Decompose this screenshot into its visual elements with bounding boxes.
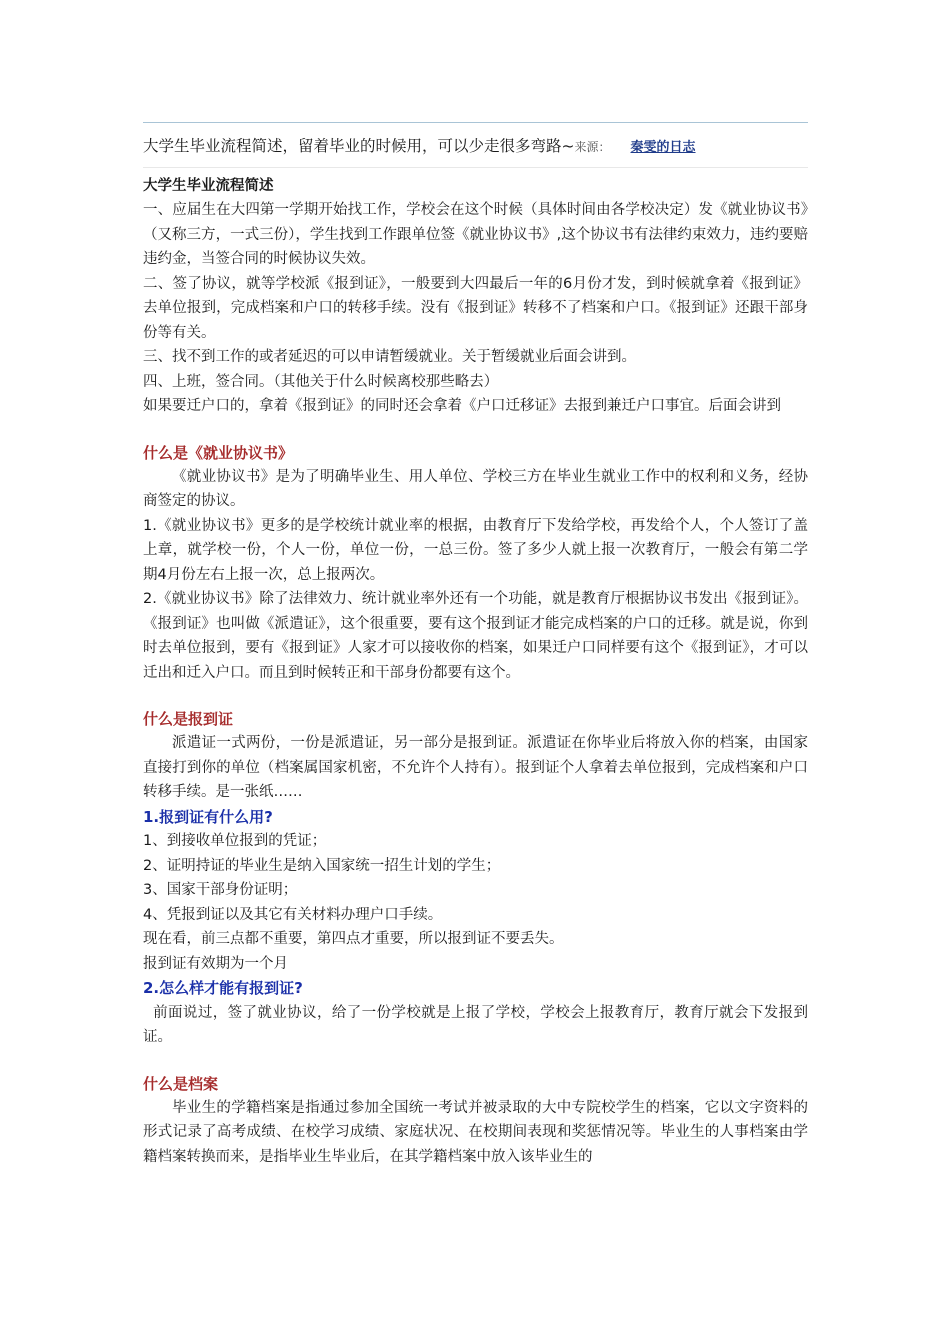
source-link[interactable]: 秦雯的日志 [630,140,696,155]
document-page [143,122,808,1169]
question-1-item-1: 1、到接收单位报到的凭证； [143,833,327,849]
report-card-intro: 派遣证一式两份，一份是派遣证，另一部分是报到证。派遣证在你毕业后将放入你的档案，由国家直接打到你的单位（档案属国家机密，不允许个人持有）。报到证个人拿着去单位报到，完成档案和户口转移手续。是一张纸…… [143,735,808,800]
question-1-title: 1.报到证有什么用? [143,807,273,826]
archive-paragraph: 毕业生的学籍档案是指通过参加全国统一考试并被录取的大中专院校学生的档案，它以文字资料的形式记录了高考成绩、在校学习成绩、家庭状况、在校期间表现和奖惩情况等。毕业生的人事档案由学籍档案转换而来，是指毕业生毕业后，在其学籍档案中放入该毕业生的 [143,1099,808,1165]
header-divider [143,167,808,168]
intro-title: 大学生毕业流程简述 [143,178,274,194]
intro-paragraph-4: 四、上班，签合同。（其他关于什么时候离校那些略去） [143,373,499,390]
post-header [143,123,808,167]
section-title-agreement: 什么是《就业协议书》 [143,443,294,462]
agreement-paragraph-1: 《就业协议书》是为了明确毕业生、用人单位、学校三方在毕业生就业工作中的权利和义务，经协商签定的协议。 [143,468,808,509]
agreement-paragraph-2: 1.《就业协议书》更多的是学校统计就业率的根据，由教育厅下发给学校，再发给个人，个人签订了盖上章，就学校一份，个人一份，单位一份，一总三份。签了多少人就上报一次教育厅，一般会有第二学期4月份左右上报一次，总上报两次。 [143,517,808,583]
question-1-validity: 报到证有效期为一个月 [143,955,288,972]
agreement-paragraph-3: 2.《就业协议书》除了法律效力、统计就业率外还有一个功能，就是教育厅根据协议书发出《报到证》。《报到证》也叫做《派遣证》，这个很重要，要有这个报到证才能完成档案的户口的迁移。就是说，你到时去单位报到，要有《报到证》人家才可以接收你的档案，如果迁户口同样要有这个《报到证》，才可以迁出和迁入户口。而且到时候转正和干部身份都要有这个。 [143,591,808,681]
intro-paragraph-3: 三、找不到工作的或者延迟的可以申请暂缓就业。关于暂缓就业后面会讲到。 [143,349,636,365]
question-1-note: 现在看，前三点都不重要，第四点才重要，所以报到证不要丢失。 [143,931,564,947]
section-title-archive: 什么是档案 [143,1074,219,1093]
question-2-title: 2.怎么样才能有报到证? [143,979,303,997]
question-1-item-4: 4、凭报到证以及其它有关材料办理户口手续。 [143,906,443,923]
question-2-text: 前面说过，签了就业协议，给了一份学校就是上报了学校，学校会上报教育厅，教育厅就会下发报到证。 [143,1004,808,1045]
intro-paragraph-2: 二、签了协议，就等学校派《报到证》，一般要到大四最后一年的6月份才发，到时候就拿着《报到证》去单位报到，完成档案和户口的转移手续。没有《报到证》转移不了档案和户口。《报到证》还跟干部身份等有关。 [143,275,808,341]
source-label: 来源： [574,140,611,154]
intro-paragraph-1: 一、应届生在大四第一学期开始找工作，学校会在这个时候（具体时间由各学校决定）发《就业协议书》（又称三方，一式三份），学生找到工作跟单位签《就业协议书》,这个协议书有法律约束效力，违约要赔违约金，当签合同的时候协议失效。 [143,202,808,267]
post-title: 大学生毕业流程简述，留着毕业的时候用，可以少走很多弯路~ [143,137,575,155]
question-1-item-2: 2、证明持证的毕业生是纳入国家统一招生计划的学生； [143,857,501,874]
intro-paragraph-5: 如果要迁户口的，拿着《报到证》的同时还会拿着《户口迁移证》去报到兼迁户口事宜。后面会讲到 [143,398,781,414]
section-title-report-card: 什么是报到证 [143,710,234,728]
question-1-item-3: 3、国家干部身份证明； [143,882,298,898]
